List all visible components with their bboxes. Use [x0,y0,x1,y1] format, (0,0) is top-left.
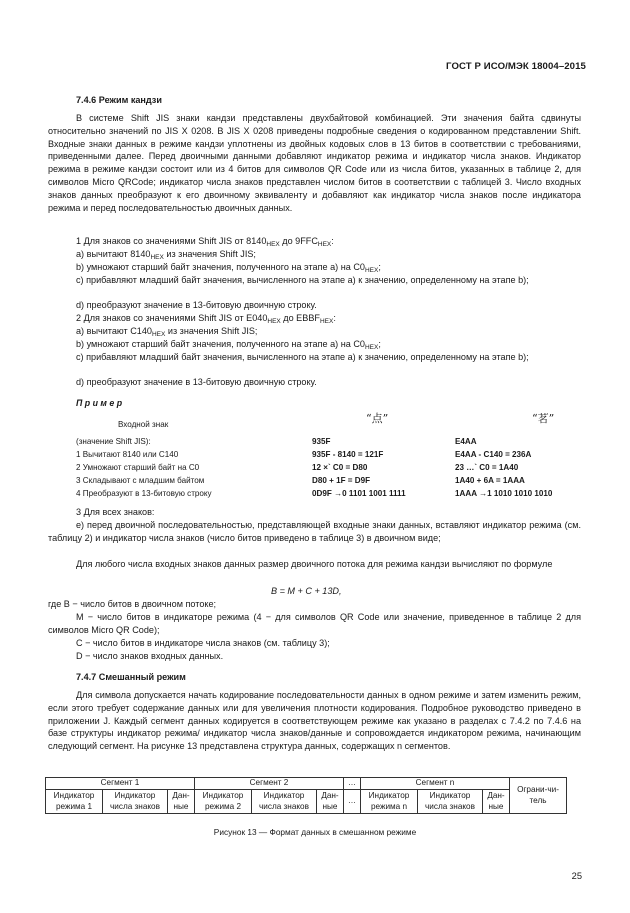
figure-13-caption: Рисунок 13 — Формат данных в смешанном режиме [213,827,417,837]
data-1: Дан-ные [168,790,195,814]
example-row-value-2: E4AA [455,437,477,446]
rule-2-step-b: b) умножают старший байт значения, полученного на этапе а) на $C0_{HEX}$; [76,339,381,351]
section-7-4-6-title: 7.4.6 Режим кандзи [76,95,162,105]
rule-2-step-c: с) прибавляют младший байт значения, вычисленного на этапе а) к значению, определенному на этапе b); [76,352,529,362]
bitstream-length-paragraph: Для любого числа входных знаков данных размер двоичного потока для режима кандзи вычисляют по формуле [76,559,553,569]
example-row-value-1: 935F - 8140 = 121F [312,450,384,459]
example-label: П р и м е р [76,398,123,408]
char-count-indicator-1: Индикатор числа знаков [103,790,168,814]
example-char-1: “点” [366,412,389,425]
example-row-label: (значение Shift JIS): [76,437,151,446]
rule-2-step-a: а) вычитают $C140_{HEX}$ из значения Shift JIS; [76,326,258,338]
rule-1-heading: 1 Для знаков со значениями Shift JIS от $8140_{HEX}$ до $9FFC_{HEX}$: [76,236,334,248]
segment-n-header: Сегмент n [361,778,510,790]
example-char-2: “茗” [532,412,555,425]
rule-1-step-a: а) вычитают $8140_{HEX}$ из значения Shift JIS; [76,249,256,261]
where-c: C − число битов в индикаторе числа знаков (см. таблицу 3); [76,638,330,648]
example-row-value-1: D80 + 1F = D9F [312,476,371,485]
mode-indicator-2: Индикатор режима 2 [195,790,252,814]
segment-1-header: Сегмент 1 [46,778,195,790]
example-row-value-2: 23 …` C0 = 1A40 [455,463,519,472]
mode-indicator-n: Индикатор режима n [361,790,418,814]
all-characters-heading: 3 Для всех знаков: [76,507,155,517]
example-row-value-2: 1AAA →1 1010 1010 1010 [455,489,553,498]
example-row-value-1: 12 ×` C0 = D80 [312,463,368,472]
example-row-label: 3 Складывают с младшим байтом [76,476,205,485]
example-row-value-1: 0D9F →0 1101 1001 1111 [312,489,406,498]
example-row-label: 4 Преобразуют в 13-битовую строку [76,489,212,498]
ellipsis-cell: … [344,790,361,814]
where-d: D − число знаков входных данных. [76,651,224,661]
segment-2-header: Сегмент 2 [195,778,344,790]
rule-2-heading: 2 Для знаков со значениями Shift JIS от $E040_{HEX}$ до $EBBF_{HEX}$: [76,313,336,325]
rule-2-step-d: d) преобразуют значение в 13-битовую двоичную строку. [76,377,317,387]
mixed-mode-paragraph: Для символа допускается начать кодирование последовательности данных в одном режиме и затем изменить режим, если этого требует содержание данных или для увеличения плотности кодирования. Подробное руководство приведено в приложении J. Каждый сегмент данных кодируется в соответствующем режиме как указано в разделах с 7.4.2 по 7.4.6 на базе структуры индикатор режима/ индикатор числа знаков/данные и сопровождается индикатором режима, начинающим следующий сегмент. На рисунке 13 представлена структура данных, содержащих n сегментов. [48,690,581,752]
ellipsis-header: … [344,778,361,790]
kanji-intro-paragraph: В системе Shift JIS знаки кандзи представлены двухбайтовой комбинацией. Эти значения байта сдвинуты относительно значений по JIS X 0208. В JIS X 0208 приведены подробные сведения о кодированном представлении Shift. Входные знаки данных в режиме кандзи уплотнены из двойных кодовых слов в 13 битов в соответствии с требованиями, приведенными далее. Перед двоичными данными добавляют индикатор режима и индикатор числа знаков. Индикатор режима в режиме кандзи состоит или из 4 битов для символов QR Code или из числа битов, указанных в таблице 2, для символов Micro QRCode; индикатор числа знаков представлен числом битов в соответствии с таблицей 3. Число входных знаков данных преобразуют к его двоичному эквиваленту и добавляют как индикатор числа знаков после индикатора режима и перед последовательностью двоичных данных. [48,113,581,213]
page-number: 25 [571,871,582,881]
example-row-label: 2 Умножают старший байт на C0 [76,463,200,472]
segment-structure-table [45,777,567,814]
data-n: Дан-ные [483,790,510,814]
formula: B = M + C + 13D, [271,586,342,596]
rule-1-step-d: d) преобразуют значение в 13-битовую двоичную строку. [76,300,317,310]
step-e-paragraph: е) перед двоичной последовательностью, представляющей входные знаки данных, вставляют индикатор режима (см. таблицу 2) и индикатор числа знаков (число битов приведено в таблице 3) в двоичном виде; [48,520,581,543]
char-count-indicator-n: Индикатор числа знаков [418,790,483,814]
standard-header: ГОСТ Р ИСО/МЭК 18004–2015 [446,61,586,72]
rule-1-step-b: b) умножают старший байт значения, полученного на этапе а) на $C0_{HEX}$; [76,262,381,274]
terminator-cell: Ограни-читель [510,778,567,814]
rule-1-step-c: с) прибавляют младший байт значения, вычисленного на этапе а) к значению, определенному на этапе b); [76,275,529,285]
where-b: где B − число битов в двоичном потоке; [48,599,217,609]
example-row-value-2: E4AA - C140 = 236A [455,450,532,459]
mode-indicator-1: Индикатор режима 1 [46,790,103,814]
example-row-label: 1 Вычитают 8140 или C140 [76,450,179,459]
example-row-value-2: 1A40 + 6A = 1AAA [455,476,525,485]
example-row-value-1: 935F [312,437,331,446]
section-7-4-7-title: 7.4.7 Смешанный режим [76,672,186,682]
char-count-indicator-2: Индикатор числа знаков [252,790,317,814]
where-m: M − число битов в индикаторе режима (4 − для символов QR Code или значение, приведенное в таблице 2 для символов Micro QR Code); [48,612,581,635]
data-2: Дан-ные [317,790,344,814]
example-input-label: Входной знак [118,420,169,429]
